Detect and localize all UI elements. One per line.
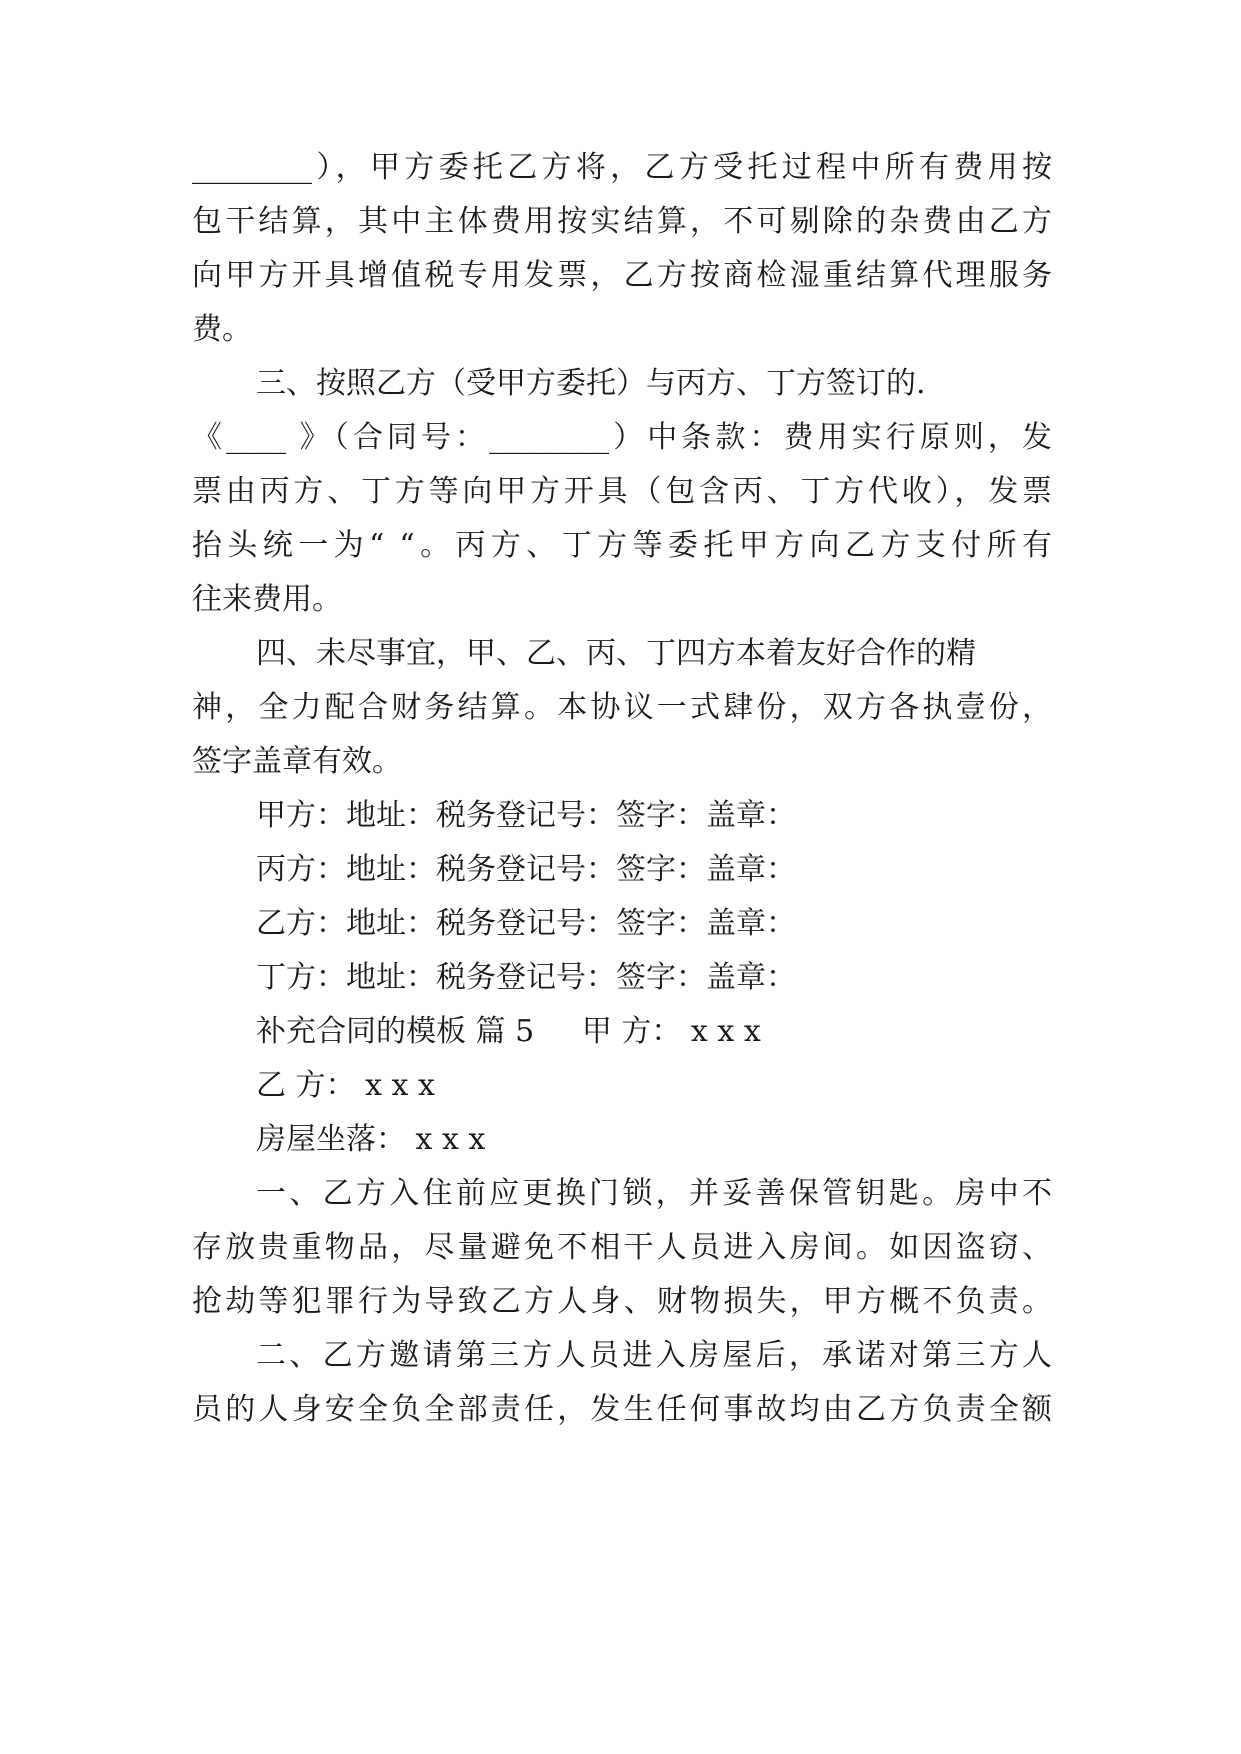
- text-line: 存放贵重物品，尽量避免不相干人员进入房间。如因盗窃、: [192, 1230, 1052, 1265]
- signature-line-jia: 甲方：地址：税务登记号：签字：盖章：: [256, 798, 796, 833]
- text-line: 签字盖章有效。: [192, 744, 402, 779]
- party-b-line: 乙 方： x x x: [256, 1068, 435, 1103]
- text-line: 四、未尽事宜，甲、乙、丙、丁四方本着友好合作的精: [256, 636, 976, 671]
- text-line: 抢劫等犯罪行为导致乙方人身、财物损失，甲方概不负责。: [192, 1284, 1052, 1319]
- section-heading: 补充合同的模板 篇 5 甲 方： x x x: [256, 1014, 761, 1049]
- text-line: 二、乙方邀请第三方人员进入房屋后，承诺对第三方人: [256, 1338, 1052, 1373]
- text-line: 包干结算，其中主体费用按实结算，不可剔除的杂费由乙方: [192, 204, 1052, 239]
- property-location-line: 房屋坐落： x x x: [256, 1122, 486, 1157]
- text-line: 一、乙方入住前应更换门锁，并妥善保管钥匙。房中不: [256, 1176, 1052, 1211]
- text-line: 往来费用。: [192, 582, 342, 617]
- text-line: 神，全力配合财务结算。本协议一式肆份，双方各执壹份，: [192, 690, 1052, 725]
- signature-line-ding: 丁方：地址：税务登记号：签字：盖章：: [256, 960, 796, 995]
- text-line: 票由丙方、丁方等向甲方开具（包含丙、丁方代收），发票: [192, 474, 1052, 509]
- text-line: 抬头统一为“ “。丙方、丁方等委托甲方向乙方支付所有: [192, 528, 1052, 563]
- signature-line-yi: 乙方：地址：税务登记号：签字：盖章：: [256, 906, 796, 941]
- text-line: 员的人身安全负全部责任，发生任何事故均由乙方负责全额: [192, 1392, 1052, 1427]
- text-line: 三、按照乙方（受甲方委托）与丙方、丁方签订的.: [256, 366, 926, 401]
- text-line: ________），甲方委托乙方将，乙方受托过程中所有费用按: [192, 150, 1052, 185]
- text-line: 《____ 》（合同号：________）中条款：费用实行原则，发: [192, 420, 1052, 455]
- text-line: 费。: [192, 312, 252, 347]
- signature-line-bing: 丙方：地址：税务登记号：签字：盖章：: [256, 852, 796, 887]
- text-line: 向甲方开具增值税专用发票，乙方按商检湿重结算代理服务: [192, 258, 1052, 293]
